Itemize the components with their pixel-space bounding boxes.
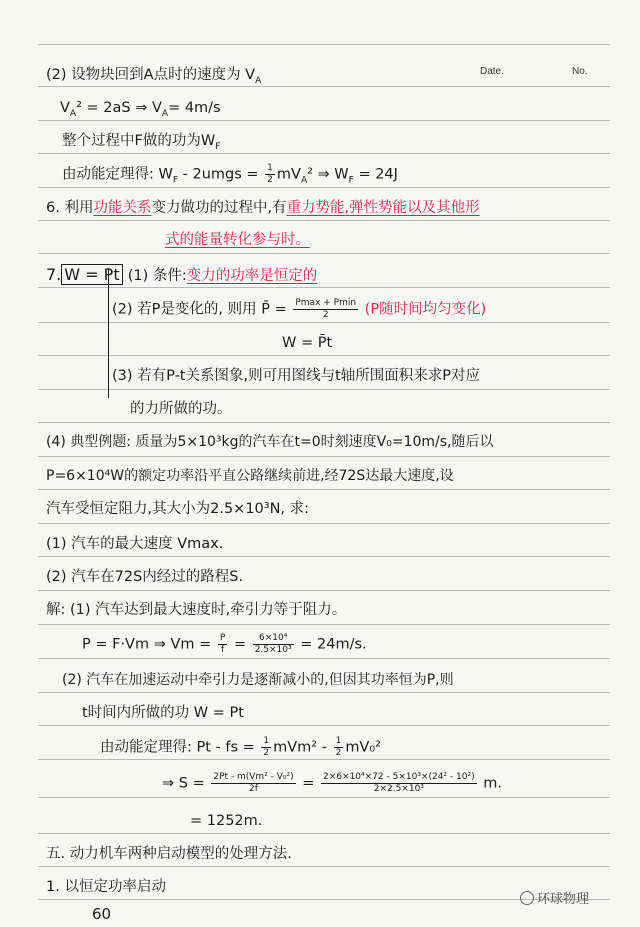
line-2: $V_A^2 = 2aS$ ⇒ $V_A= 4m/s$ bbox=[60, 100, 221, 119]
formula-box: W = Pt bbox=[61, 264, 122, 285]
line-20: t时间内所做的功 W = Pt bbox=[82, 705, 244, 721]
watermark: 环球物理 bbox=[520, 888, 589, 907]
line-4: 由动能定理得: $W_F$ - 2umgs = $\frac{1}{2}$ $mV_A^2$ ⇒ $W_F = 24J$ bbox=[62, 163, 398, 186]
line-3: 整个过程中F做的功为$W_F$ bbox=[62, 133, 221, 152]
line-21: 由动能定理得: Pt - fs = $\frac{1}{2}$ mVm² - $\frac{1}{2}$ mV₀² bbox=[100, 736, 381, 758]
line-19: (2) 汽车在加速运动中牵引力是逐渐减小的,但因其功率恒为P,则 bbox=[62, 672, 454, 688]
line-8: (2) 若P是变化的, 则用 P̄ = $\frac{Pmax + Pmin}{2}$ (P随时间均匀变化) bbox=[112, 298, 487, 320]
line-24: 五. 动力机车两种启动模型的处理方法. bbox=[46, 846, 292, 862]
line-7: 7. W = Pt (1) 条件:变力的功率是恒定的 bbox=[46, 265, 318, 284]
line-9: W = P̄t bbox=[282, 335, 333, 351]
no-label: No. bbox=[572, 66, 588, 77]
line-6: 式的能量转化参与时。 bbox=[165, 232, 310, 248]
line-14: 汽车受恒定阻力,其大小为2.5×10³N, 求: bbox=[46, 501, 310, 517]
bracket-line bbox=[108, 268, 109, 398]
date-label: Date. bbox=[480, 66, 504, 77]
line-16: (2) 汽车在72S内经过的路程S. bbox=[46, 569, 244, 585]
line-25: 1. 以恒定功率启动 bbox=[46, 879, 166, 895]
line-23: = 1252m. bbox=[190, 813, 263, 829]
line-10: (3) 若有P-t关系图象,则可用图线与t轴所围面积来求P对应 bbox=[112, 368, 481, 384]
line-18: P = F·Vm ⇒ Vm = $\frac{P}{f}$ = $\frac{\text{6×10⁴}}{\text{2.5×10³}}$ = 24m/s. bbox=[82, 633, 367, 655]
line-17: 解: (1) 汽车达到最大速度时,牵引力等于阻力。 bbox=[46, 602, 347, 618]
line-15: (1) 汽车的最大速度 Vmax. bbox=[46, 536, 224, 552]
highlight-energy-relation: 功能关系 bbox=[93, 200, 152, 216]
line-22: ⇒ S = $\frac{\text{2Pt - m(Vm² - V₀²)}}{2f}$ = $\frac{\text{2×6×10⁴×72 - 5×10³×(24² - 10²)}}{\text{2×2.5×10³}}$ m. bbox=[162, 772, 502, 794]
line-1: (2) 设物块回到A点时的速度为 $V_A$ bbox=[46, 67, 262, 86]
line-11: 的力所做的功。 bbox=[130, 401, 232, 417]
highlight-energy-types: 重力势能,弹性势能以及其他形 bbox=[286, 200, 480, 216]
line-12: (4) 典型例题: 质量为5×10³kg的汽车在t=0时刻速度V₀=10m/s,随后以 bbox=[46, 434, 494, 450]
line-5: 6. 利用功能关系变力做功的过程中,有重力势能,弹性势能以及其他形 bbox=[46, 200, 480, 216]
page-number: 60 bbox=[92, 905, 112, 923]
line-13: P=6×10⁴W的额定功率沿平直公路继续前进,经72S达最大速度,设 bbox=[46, 468, 454, 484]
wechat-icon bbox=[520, 891, 534, 905]
